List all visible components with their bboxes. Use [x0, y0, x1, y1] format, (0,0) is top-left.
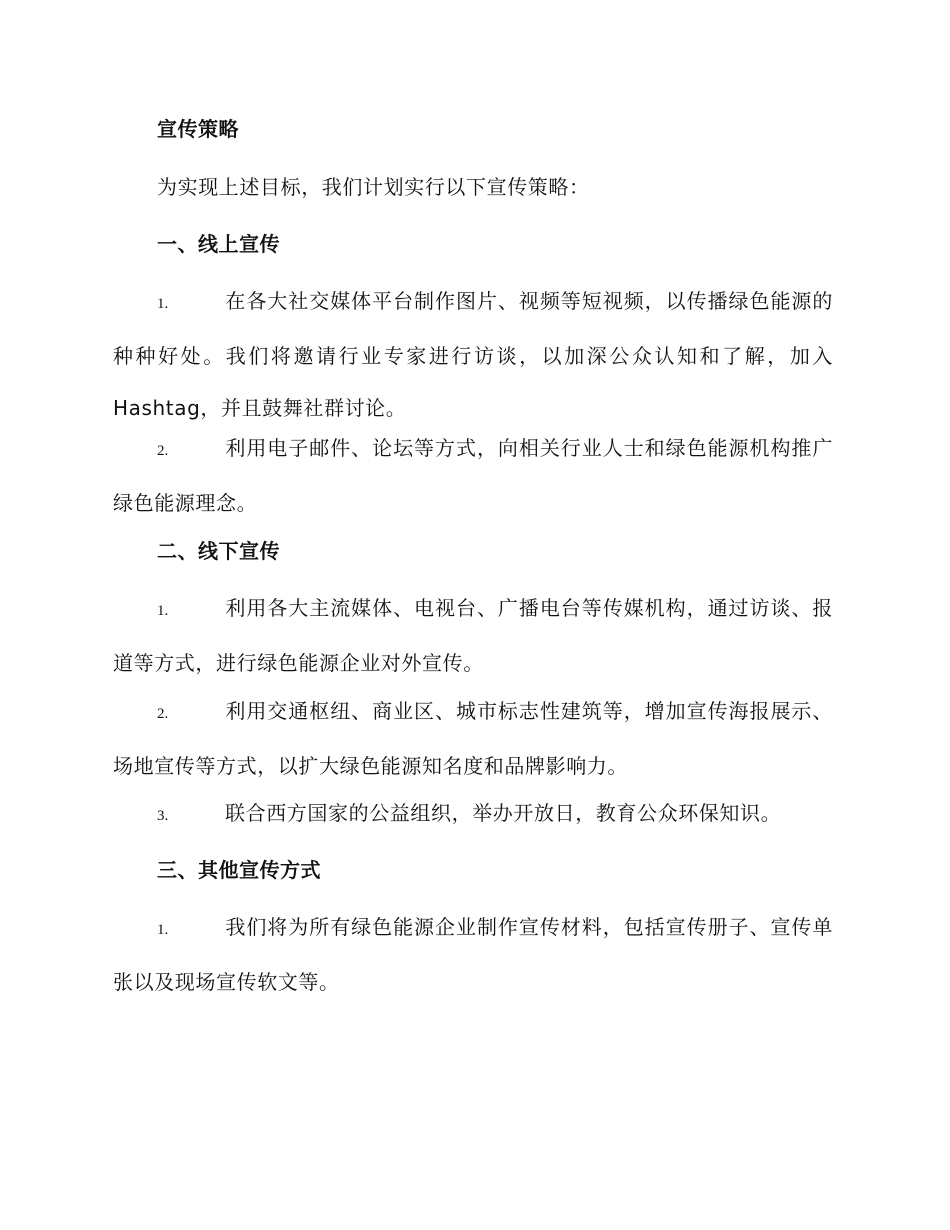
list-item — [113, 422, 833, 529]
list-item — [113, 901, 833, 1008]
section-heading-other: 三、其他宣传方式 — [157, 858, 321, 882]
list-item-number: 2. — [157, 443, 169, 459]
list-item-text: 在各大社交媒体平台制作图片、视频等短视频，以传播绿色能源的种种好处。我们将邀请行业专家进行访谈，以加深公众认知和了解，加入Hashtag，并且鼓舞社群讨论。 — [113, 289, 833, 420]
list-item-number: 1. — [157, 603, 169, 619]
list-item-text: 联合西方国家的公益组织，举办开放日，教育公众环保知识。 — [225, 801, 782, 825]
section-heading-online: 一、线上宣传 — [157, 232, 280, 256]
list-item-text: 利用电子邮件、论坛等方式，向相关行业人士和绿色能源机构推广绿色能源理念。 — [113, 436, 833, 515]
list-item — [113, 787, 833, 842]
list-item-text: 我们将为所有绿色能源企业制作宣传材料，包括宣传册子、宣传单张以及现场宣传软文等。 — [113, 915, 833, 994]
page-title: 宣传策略 — [157, 117, 239, 141]
list-item — [113, 582, 833, 689]
list-item-number: 1. — [157, 296, 169, 312]
list-item-number: 1. — [157, 922, 169, 938]
intro-paragraph: 为实现上述目标，我们计划实行以下宣传策略： — [157, 175, 590, 199]
section-heading-offline: 二、线下宣传 — [157, 539, 280, 563]
list-item — [113, 685, 833, 792]
list-item-text: 利用交通枢纽、商业区、城市标志性建筑等，增加宣传海报展示、场地宣传等方式，以扩大绿色能源知名度和品牌影响力。 — [113, 699, 833, 778]
list-item-number: 3. — [157, 808, 169, 824]
list-item — [113, 275, 833, 434]
list-item-number: 2. — [157, 706, 169, 722]
list-item-text: 利用各大主流媒体、电视台、广播电台等传媒机构，通过访谈、报道等方式，进行绿色能源企业对外宣传。 — [113, 596, 833, 675]
